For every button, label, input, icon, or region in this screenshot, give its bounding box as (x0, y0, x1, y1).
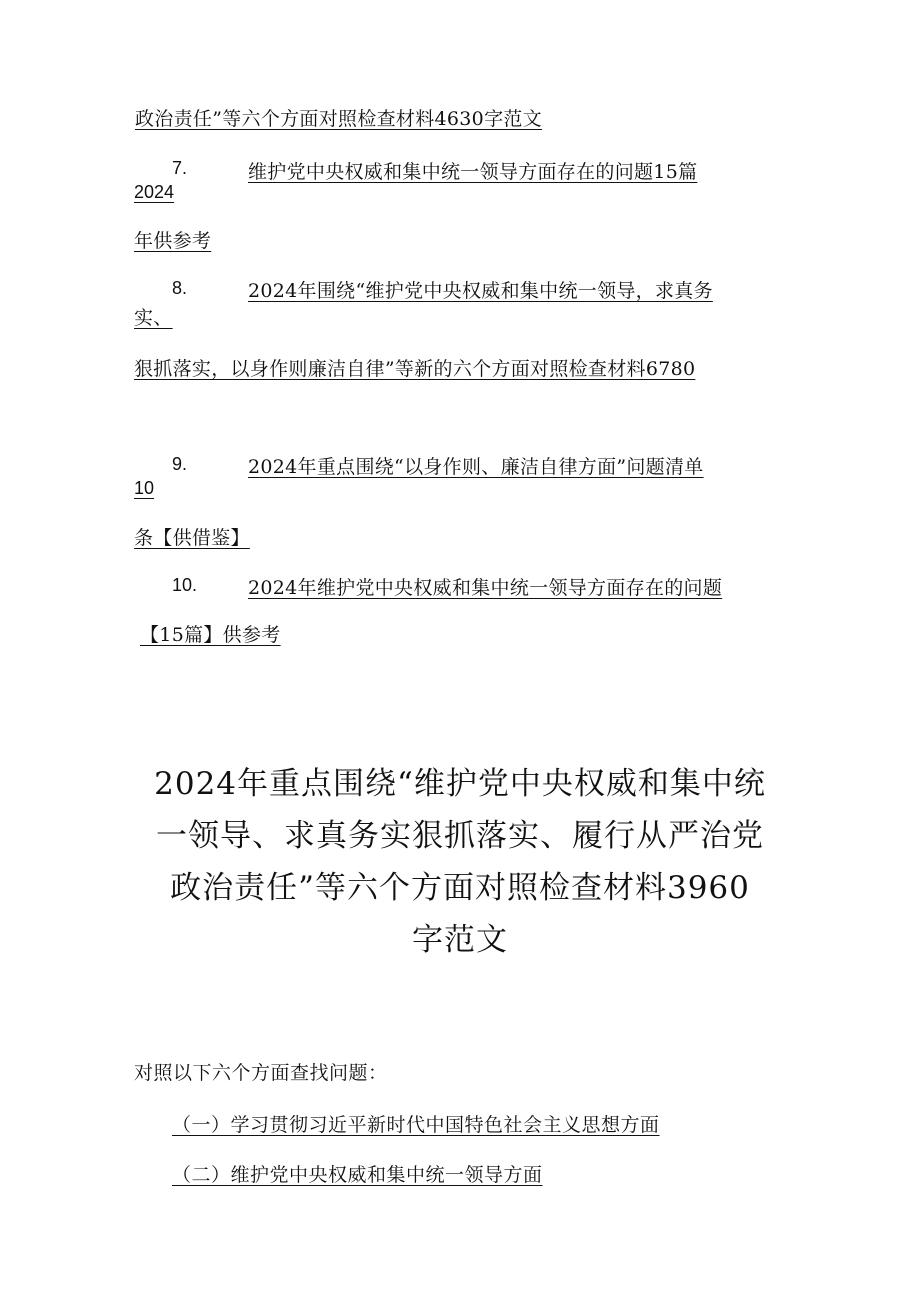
toc-item-7-line1[interactable]: 维护党中央权威和集中统一领导方面存在的问题15篇 (248, 161, 698, 183)
toc-item-10-line1[interactable]: 2024年维护党中央权威和集中统一领导方面存在的问题 (248, 577, 723, 599)
aspect-item-2[interactable]: （二）维护党中央权威和集中统一领导方面 (172, 1164, 543, 1186)
toc-item-8-line3[interactable]: 狠抓落实，以身作则廉洁自律”等新的六个方面对照检查材料6780 (134, 358, 696, 380)
toc-item-7-line3[interactable]: 年供参考 (134, 230, 212, 252)
title-line-2: 一领导、求真务实狠抓落实、履行从严治党 (156, 818, 764, 854)
aspect-item-1[interactable]: （一）学习贯彻习近平新时代中国特色社会主义思想方面 (172, 1114, 660, 1136)
toc-item-9-line3[interactable]: 条【供借鉴】 (134, 527, 250, 549)
document-title (120, 758, 800, 966)
toc-item-9-line2[interactable]: 10 (134, 478, 155, 498)
toc-item-7-line2[interactable]: 2024 (134, 182, 175, 202)
toc-item-9-number: 9. (172, 454, 188, 474)
toc-item-8-number: 8. (172, 278, 188, 298)
title-line-1: 2024年重点围绕“维护党中央权威和集中统 (154, 766, 766, 802)
toc-item-10-line2[interactable]: 【15篇】供参考 (140, 624, 281, 646)
toc-item-8-line1[interactable]: 2024年围绕“维护党中央权威和集中统一领导，求真务 (248, 280, 713, 302)
intro-paragraph: 对照以下六个方面查找问题： (134, 1062, 388, 1084)
toc-item-6-tail[interactable]: 政治责任”等六个方面对照检查材料4630字范文 (135, 108, 542, 130)
toc-item-8-line2[interactable]: 实、 (134, 307, 173, 329)
toc-item-9-line1[interactable]: 2024年重点围绕“以身作则、廉洁自律方面”问题清单 (248, 456, 704, 478)
title-line-3: 政治责任”等六个方面对照检查材料3960 (170, 870, 750, 906)
title-line-4: 字范文 (412, 922, 508, 958)
toc-item-10-number: 10. (172, 575, 198, 595)
toc-item-7-number: 7. (172, 158, 188, 178)
